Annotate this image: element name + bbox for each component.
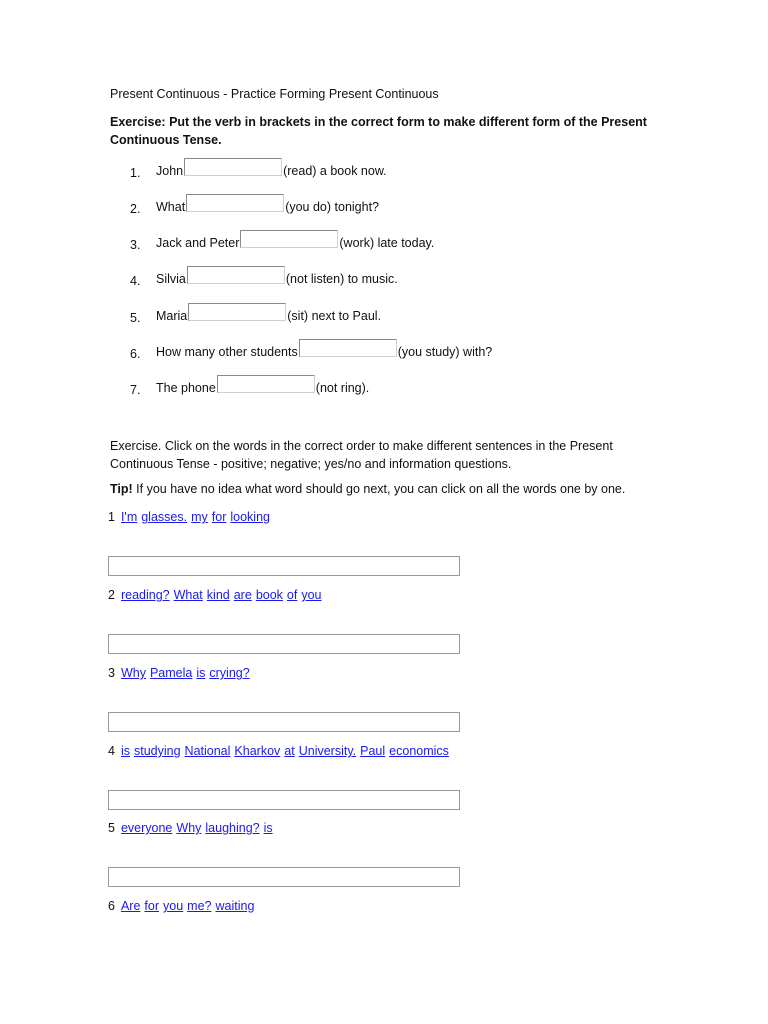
- item-text-before: John: [156, 164, 184, 178]
- item-number: 2.: [130, 202, 141, 216]
- scramble-row-number: 6: [108, 899, 115, 913]
- item-text-before: How many other students: [156, 345, 298, 359]
- word-link[interactable]: me?: [187, 899, 212, 913]
- item-text-after: (you do) tonight?: [285, 200, 379, 214]
- word-link[interactable]: at: [284, 744, 295, 758]
- word-link[interactable]: my: [191, 510, 208, 524]
- item-text-after: (not ring).: [315, 381, 370, 395]
- item-text-after: (not listen) to music.: [285, 272, 398, 286]
- answer-input[interactable]: [184, 158, 282, 176]
- item-number: 7.: [130, 383, 141, 397]
- item-text-before: Jack and Peter: [156, 236, 240, 250]
- item-number: 1.: [130, 166, 141, 180]
- exercise-item: [130, 339, 492, 361]
- word-link[interactable]: I'm: [120, 510, 138, 524]
- word-link[interactable]: glasses.: [141, 510, 188, 524]
- sentence-answer-field[interactable]: [108, 634, 460, 654]
- word-link[interactable]: looking: [230, 510, 270, 524]
- word-link[interactable]: laughing?: [205, 821, 260, 835]
- item-text-before: What: [156, 200, 186, 214]
- scramble-row: [108, 666, 254, 680]
- sentence-answer-field[interactable]: [108, 556, 460, 576]
- answer-input[interactable]: [217, 375, 315, 393]
- item-text-after: (you study) with?: [397, 345, 493, 359]
- scramble-row-number: 2: [108, 588, 115, 602]
- answer-input[interactable]: [188, 303, 286, 321]
- item-text-before: Maria: [156, 309, 188, 323]
- word-link[interactable]: Pamela: [149, 666, 193, 680]
- word-link[interactable]: National: [184, 744, 231, 758]
- word-link[interactable]: for: [211, 510, 227, 524]
- word-link[interactable]: you: [301, 588, 322, 602]
- word-link[interactable]: are: [233, 588, 252, 602]
- tip-text: If you have no idea what word should go next, you can click on all the words one by one.: [132, 482, 626, 496]
- item-number: 6.: [130, 347, 141, 361]
- word-link[interactable]: of: [286, 588, 298, 602]
- word-link[interactable]: University.: [298, 744, 357, 758]
- word-link[interactable]: What: [173, 588, 203, 602]
- exercise-item: [130, 158, 387, 180]
- scramble-row: [108, 510, 274, 524]
- exercise1-instructions: Exercise: Put the verb in brackets in the correct form to make different form of the Present Continuous Tense.: [110, 115, 647, 147]
- sentence-answer-field[interactable]: [108, 790, 460, 810]
- item-number: 3.: [130, 238, 141, 252]
- word-link[interactable]: Are: [120, 899, 141, 913]
- item-number: 5.: [130, 311, 141, 325]
- word-link[interactable]: crying?: [209, 666, 250, 680]
- sentence-answer-field[interactable]: [108, 712, 460, 732]
- word-link[interactable]: is: [196, 666, 206, 680]
- answer-input[interactable]: [187, 266, 285, 284]
- word-link[interactable]: Why: [120, 666, 146, 680]
- word-link[interactable]: you: [163, 899, 184, 913]
- item-number: 4.: [130, 274, 141, 288]
- scramble-row-number: 1: [108, 510, 115, 524]
- word-link[interactable]: book: [255, 588, 283, 602]
- word-link[interactable]: Why: [176, 821, 202, 835]
- word-link[interactable]: for: [144, 899, 159, 913]
- word-link[interactable]: is: [120, 744, 130, 758]
- tip: [110, 482, 710, 496]
- scramble-row: [108, 899, 258, 913]
- scramble-row-number: 5: [108, 821, 115, 835]
- answer-input[interactable]: [186, 194, 284, 212]
- exercise2-instructions: Exercise. Click on the words in the correct order to make different sentences in the Present Continuous Tense - positive; negative; yes/no and information questions.: [110, 439, 613, 471]
- item-text-after: (sit) next to Paul.: [287, 309, 382, 323]
- scramble-row: [108, 744, 453, 758]
- item-text-before: The phone: [156, 381, 216, 395]
- scramble-row: [108, 821, 277, 835]
- exercise-item: [130, 230, 434, 252]
- word-link[interactable]: is: [263, 821, 273, 835]
- word-link[interactable]: kind: [206, 588, 230, 602]
- sentence-answer-field[interactable]: [108, 867, 460, 887]
- word-link[interactable]: everyone: [120, 821, 173, 835]
- exercise-item: [130, 194, 379, 216]
- word-link[interactable]: waiting: [215, 899, 255, 913]
- scramble-row: [108, 588, 326, 602]
- item-text-before: Silvia: [156, 272, 186, 286]
- exercise-item: [130, 375, 369, 397]
- exercise-item: [130, 266, 398, 288]
- scramble-row-number: 4: [108, 744, 115, 758]
- exercise-item: [130, 303, 381, 325]
- scramble-row-number: 3: [108, 666, 115, 680]
- answer-input[interactable]: [299, 339, 397, 357]
- item-text-after: (work) late today.: [339, 236, 435, 250]
- word-link[interactable]: Kharkov: [234, 744, 281, 758]
- tip-label: Tip!: [110, 482, 133, 496]
- answer-input[interactable]: [240, 230, 338, 248]
- item-text-after: (read) a book now.: [283, 164, 387, 178]
- word-link[interactable]: reading?: [120, 588, 170, 602]
- word-link[interactable]: Paul: [360, 744, 386, 758]
- word-link[interactable]: economics: [389, 744, 449, 758]
- word-link[interactable]: studying: [133, 744, 181, 758]
- page-title: Present Continuous - Practice Forming Present Continuous: [110, 87, 439, 101]
